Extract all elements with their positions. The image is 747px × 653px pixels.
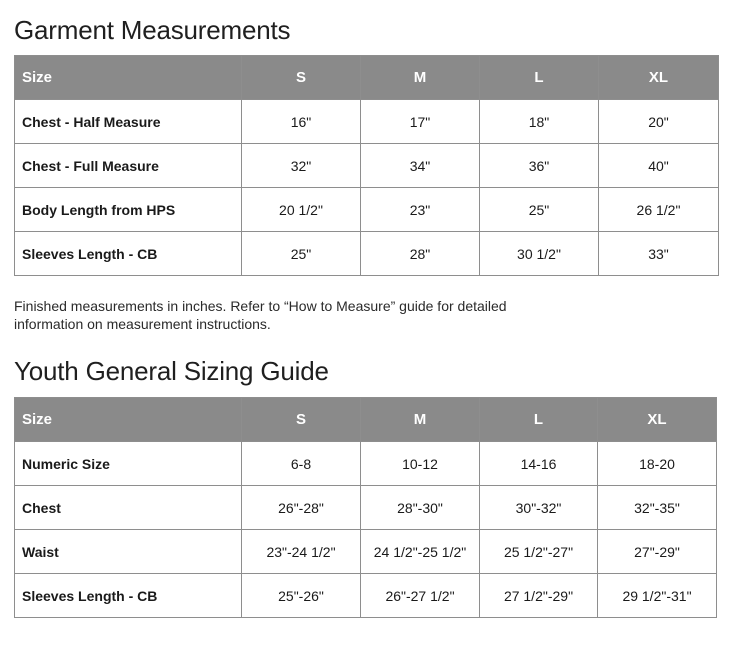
table-cell: 25"-26" — [242, 574, 361, 618]
row-label: Body Length from HPS — [15, 188, 242, 232]
header-size: Size — [15, 398, 242, 442]
measurement-note — [14, 297, 574, 333]
header-size-xl: XL — [599, 56, 719, 100]
table-cell: 40" — [599, 144, 719, 188]
table-cell: 33" — [599, 232, 719, 276]
table-cell: 25" — [242, 232, 361, 276]
table-cell: 27 1/2"-29" — [480, 574, 598, 618]
table-cell: 28"-30" — [361, 486, 480, 530]
table-cell: 20 1/2" — [242, 188, 361, 232]
table-row — [15, 530, 717, 574]
table-cell: 36" — [480, 144, 599, 188]
table-cell: 23" — [361, 188, 480, 232]
table-row — [15, 232, 719, 276]
table-cell: 20" — [599, 100, 719, 144]
table-cell: 10-12 — [361, 442, 480, 486]
table-cell: 24 1/2"-25 1/2" — [361, 530, 480, 574]
table-header-row — [15, 56, 719, 100]
table-cell: 32"-35" — [598, 486, 717, 530]
header-size-l: L — [480, 398, 598, 442]
row-label: Sleeves Length - CB — [15, 232, 242, 276]
header-size: Size — [15, 56, 242, 100]
table-cell: 28" — [361, 232, 480, 276]
table-row — [15, 144, 719, 188]
table-cell: 30 1/2" — [480, 232, 599, 276]
row-label: Chest — [15, 486, 242, 530]
row-label: Numeric Size — [15, 442, 242, 486]
header-size-xl: XL — [598, 398, 717, 442]
table-cell: 16" — [242, 100, 361, 144]
row-label: Sleeves Length - CB — [15, 574, 242, 618]
table-cell: 6-8 — [242, 442, 361, 486]
table-cell: 26"-28" — [242, 486, 361, 530]
table-cell: 18-20 — [598, 442, 717, 486]
youth-sizing-guide-title: Youth General Sizing Guide — [14, 356, 329, 386]
garment-measurements-table — [14, 55, 719, 276]
table-cell: 25" — [480, 188, 599, 232]
table-cell: 23"-24 1/2" — [242, 530, 361, 574]
table-cell: 34" — [361, 144, 480, 188]
table-row — [15, 486, 717, 530]
table-row — [15, 188, 719, 232]
row-label: Chest - Half Measure — [15, 100, 242, 144]
table-cell: 25 1/2"-27" — [480, 530, 598, 574]
table-cell: 14-16 — [480, 442, 598, 486]
youth-sizing-table — [14, 397, 717, 618]
measurement-note-line-1: Finished measurements in inches. Refer to “How to Measure” guide for detailed — [14, 298, 507, 314]
header-size-l: L — [480, 56, 599, 100]
header-size-m: M — [361, 398, 480, 442]
table-row — [15, 442, 717, 486]
table-cell: 17" — [361, 100, 480, 144]
table-row — [15, 100, 719, 144]
table-row — [15, 574, 717, 618]
table-cell: 29 1/2"-31" — [598, 574, 717, 618]
table-cell: 26 1/2" — [599, 188, 719, 232]
header-size-m: M — [361, 56, 480, 100]
table-header-row — [15, 398, 717, 442]
garment-measurements-title: Garment Measurements — [14, 15, 291, 45]
table-cell: 32" — [242, 144, 361, 188]
table-cell: 26"-27 1/2" — [361, 574, 480, 618]
table-cell: 27"-29" — [598, 530, 717, 574]
header-size-s: S — [242, 398, 361, 442]
table-cell: 30"-32" — [480, 486, 598, 530]
table-cell: 18" — [480, 100, 599, 144]
measurement-note-line-2: information on measurement instructions. — [14, 316, 271, 332]
header-size-s: S — [242, 56, 361, 100]
row-label: Chest - Full Measure — [15, 144, 242, 188]
row-label: Waist — [15, 530, 242, 574]
